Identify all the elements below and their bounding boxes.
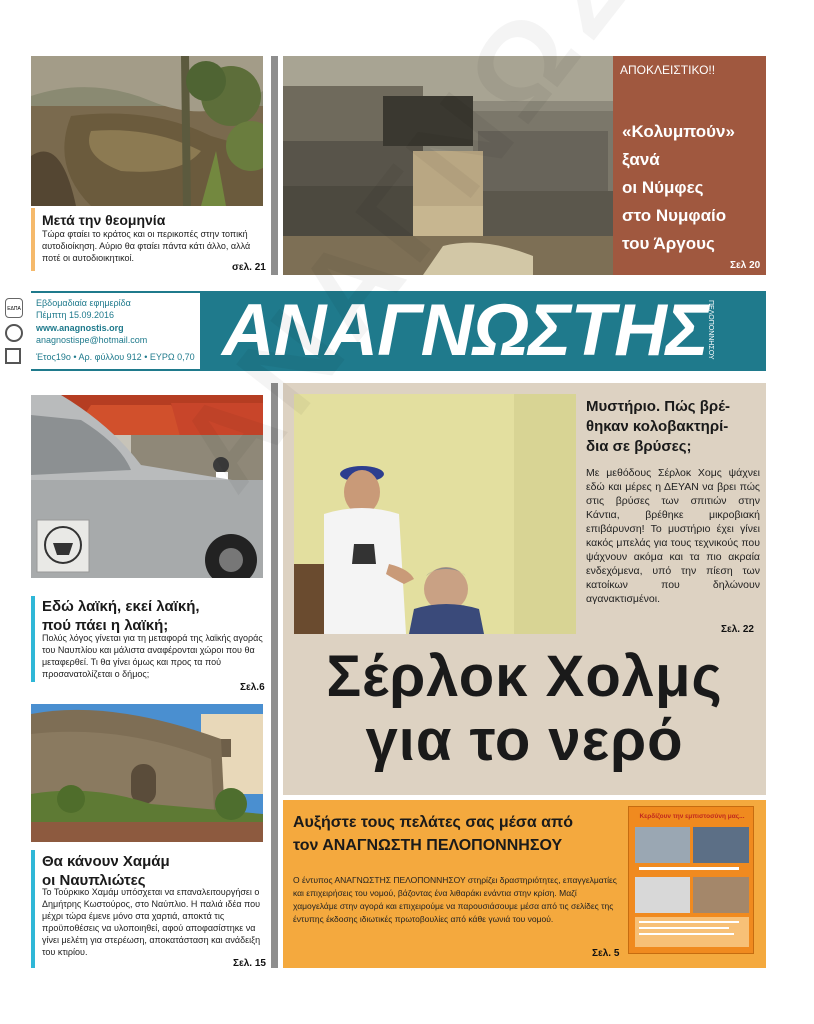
item-text: Το Τούρκικο Χαμάμ υπόσχεται να επαναλειτουργήσει ο Δημήτρης Κωστούρος, στο Ναύπλιο. Η παλιά ιδέα που μέχρι τώρα έμενε μόνο στα χαρτιά, αποκτά τις προϋποθέσεις να υλοποιηθεί, αφού αποφασίστηκε να γίνει μελέτη για στερέωση, αποκατάσταση και ανάδειξη του κτιρίου. <box>42 887 261 957</box>
flood-photo <box>31 56 263 206</box>
accent-bar <box>31 208 35 271</box>
item-title: Μετά την θεομηνία <box>42 212 166 228</box>
hamam-photo <box>31 704 263 842</box>
page-ref: Σελ. 5 <box>592 948 620 959</box>
deck-line: θηκαν κολοβακτηρί- <box>586 418 729 435</box>
item-text: Πολύς λόγος γίνεται για τη μεταφορά της λαϊκής αγοράς του Ναυπλίου και μάλιστα αναφέρονται χώροι που θα μεταφερθεί. Τι θα γίνει όμως και προς τα πού προσανατολίζεται ο δήμος; <box>42 633 263 679</box>
square-logo <box>5 348 21 364</box>
deck-line: δια σε βρύσες; <box>586 438 692 455</box>
masthead-email: anagnostispe@hotmail.com <box>36 335 148 345</box>
logo-badges <box>5 298 25 364</box>
masthead-issue: Έτος19ο • Αρ. φύλλου 912 • ΕΥΡΩ 0,70 <box>36 352 195 362</box>
accent-bar <box>31 850 35 968</box>
main-deck <box>586 397 761 457</box>
main-headline <box>283 645 766 773</box>
ad-headline-line: Αυξήστε τους πελάτες σας μέσα από <box>293 814 573 831</box>
page-ref: Σελ. 22 <box>721 624 754 635</box>
accent-bar <box>31 596 35 682</box>
page-ref: Σελ.6 <box>240 682 265 693</box>
title-line: Θα κάνουν Χαμάμ <box>42 853 170 870</box>
masthead-date: Πέμπτη 15.09.2016 <box>36 310 115 320</box>
ad-thumbnail <box>628 806 754 954</box>
column-divider <box>271 383 278 968</box>
page-ref: Σελ. 15 <box>233 958 266 969</box>
headline-line: Σέρλοκ Χολμς <box>326 644 723 709</box>
ad-mini-title: Κερδίζουν την εμπιστοσύνη μας... <box>639 813 745 820</box>
headline-line: του Άργους <box>622 234 715 253</box>
masthead-subtitle: ΠΕΛΟΠΟΝΝΗΣΟΥ <box>707 300 714 360</box>
main-text: Με μεθόδους Σέρλοκ Χομς ψάχνει εδώ και μέρες η ΔΕΥΑΝ να βρει πώς στις βρύσες των σπιτιών στην Κάντια, βρέθηκε μικροβιακή επιβάρυνση! Το μυστήριο έχει γίνει κακός μπελάς για τους τεχνικούς που ψάχνουν ακόμα και τα πιο ακραία ενδεχόμενα, υπό την πίεση των κατοίκων που δηλώνουν αγανακτισμένοι. <box>586 467 760 605</box>
title-line: οι Ναυπλιώτες <box>42 872 146 889</box>
masthead-title: ΑΝΑΓΝΩΣΤΗΣ <box>222 290 708 371</box>
headline-line: ξανά <box>622 150 660 169</box>
item-text: Τώρα φταίει το κράτος και οι περικοπές στην τοπική αυτοδιοίκηση. Αύριο θα φταίει πάντα κάτι άλλο, αλλά ποτέ οι αυτοδιοικητικοί. <box>42 229 251 263</box>
exclusive-kicker: ΑΠΟΚΛΕΙΣΤΙΚΟ!! <box>620 63 716 77</box>
column-divider <box>271 56 278 275</box>
masthead-weekly: Εβδομαδιαία εφημερίδα <box>36 298 131 308</box>
nymphaeum-photo <box>283 56 613 275</box>
headline-line: οι Νύμφες <box>622 178 704 197</box>
title-line: Εδώ λαϊκή, εκεί λαϊκή, <box>42 598 200 615</box>
deck-line: Μυστήριο. Πώς βρέ- <box>586 398 730 415</box>
circle-logo <box>5 324 23 342</box>
ad-text: Ο έντυπος ΑΝΑΓΝΩΣΤΗΣ ΠΕΛΟΠΟΝΝΗΣΟΥ στηρίζει δραστηριότητες, επαγγελματίες και επιχειρήσεις του νομού, βάζοντας ένα λιθαράκι ενάντια στην κρίση. Μαζί χαμογελάμε στην αγορά και επιχειρούμε να παρουσιάσουμε μέσα από τις σελίδες της έντυπης έκδοσης ιδιωτικές πρωτοβουλίες από κάθε γωνιά του νομού. <box>293 875 617 924</box>
ad-headline <box>293 811 573 857</box>
headline-line: «Κολυμπούν» <box>622 122 735 141</box>
headline-line: στο Νυμφαίο <box>622 206 727 225</box>
exclusive-headline <box>622 118 735 258</box>
market-photo <box>31 395 263 578</box>
meeting-photo <box>294 394 576 634</box>
ad-headline-line: τον ΑΝΑΓΝΩΣΤΗ ΠΕΛΟΠΟΝΝΗΣΟΥ <box>293 837 563 854</box>
item-title <box>42 597 200 635</box>
page-ref: Σελ 20 <box>730 260 761 271</box>
title-line: πού πάει η λαϊκή; <box>42 617 169 634</box>
item-title <box>42 852 170 890</box>
edpa-logo: ΕΔΠΑ <box>5 298 23 318</box>
masthead-website: www.anagnostis.org <box>36 323 124 333</box>
page-ref: σελ. 21 <box>232 262 266 273</box>
headline-line: για το νερό <box>365 708 684 773</box>
